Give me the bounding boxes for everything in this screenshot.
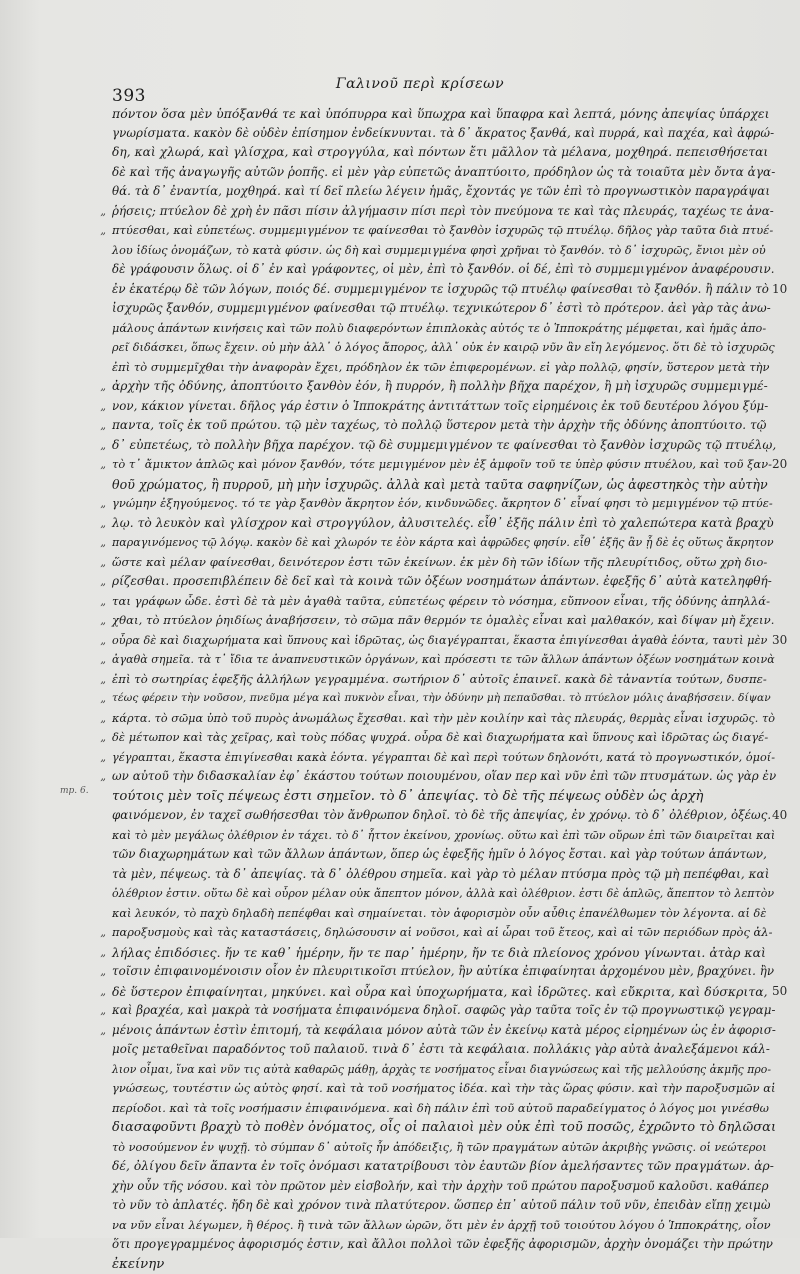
line-number-spacer bbox=[772, 923, 800, 943]
line-number-spacer bbox=[772, 436, 800, 456]
quotation-mark: „ bbox=[82, 455, 106, 475]
line-number-spacer bbox=[772, 1060, 800, 1080]
mark-spacer bbox=[82, 1060, 106, 1080]
line-number-spacer bbox=[772, 1001, 800, 1021]
line-number-spacer bbox=[772, 377, 800, 397]
text-line: πόντον ὅσα μὲν ὑπόξανθά τε καὶ ὑπόπυρρα καὶ ὕπωχρα καὶ ὕπαφρα καὶ λεπτά, μόνης ἀπεψίας ὑπάρχει bbox=[112, 104, 776, 124]
line-number-spacer bbox=[772, 767, 800, 787]
text-line: κάρτα. τὸ σῶμα ὑπὸ τοῦ πυρὸς ἀνωμάλως ἔχεσθαι. καὶ τὴν μὲν κοιλίην καὶ τὰς πλευράς, θερμὰς εἶναι ἰσχυρῶς. τὸ bbox=[112, 709, 776, 729]
line-number-spacer bbox=[772, 826, 800, 846]
text-line: παραγινόμενος τῷ λόγῳ. κακὸν δὲ καὶ χλωρόν τε ἐὸν κάρτα καὶ ἀφρῶδες φησίν. εἶθ᾽ ἑξῆς ἂν ᾖ δὲ ἐς οὕτως ἄκρητον bbox=[112, 533, 776, 553]
mark-spacer bbox=[82, 475, 106, 495]
mark-spacer bbox=[82, 319, 106, 339]
text-line: λου ἰδίως ὀνομάζων, τὸ κατὰ φύσιν. ὡς δὴ καὶ συμμεμιγμένα φησὶ χρῆναι τὸ ξανθόν. τὸ δ᾽ ἰσχυρῶς, ἔνιοι μὲν οὐ bbox=[112, 241, 776, 261]
quotation-mark: „ bbox=[82, 709, 106, 729]
quotation-mark: „ bbox=[82, 1021, 106, 1041]
text-line: ἐπὶ τὸ συμμεμῖχθαι τὴν ἀναφορὰν ἔχει, πρόδηλον ἐκ τῶν ἐπιφερομένων. εἰ γὰρ πολλῷ, φησίν, ὕστερον μετὰ τὴν bbox=[112, 358, 776, 378]
mark-spacer bbox=[82, 299, 106, 319]
text-line: πτύεσθαι, καὶ εὐπετέως. συμμεμιγμένον τε φαίνεσθαι τὸ ξανθὸν ἰσχυρῶς τῷ πτυέλῳ. δῆλος γὰρ ταῦτα διὰ πτυέ- bbox=[112, 221, 776, 241]
text-line: θά. τὰ δ᾽ ἐναντία, μοχθηρά. καὶ τί δεῖ πλείω λέγειν ἡμᾶς, ἔχοντάς γε τῶν ἐπὶ τὸ προγνωστικὸν παραγράψαι bbox=[112, 182, 776, 202]
line-number-spacer bbox=[772, 1196, 800, 1216]
line-number-spacer bbox=[772, 1235, 800, 1255]
line-number-spacer bbox=[772, 943, 800, 963]
quotation-mark: „ bbox=[82, 221, 106, 241]
text-line: ὅτι προγεγραμμένος ἀφορισμός ἐστιν, καὶ ἄλλοι πολλοὶ τῶν ἐφεξῆς ἀφορισμῶν, ἀρχὴν ὀνομάζει τὴν πρώτην bbox=[112, 1235, 776, 1255]
line-number: 30 bbox=[772, 631, 800, 651]
quotation-mark: „ bbox=[82, 728, 106, 748]
mark-spacer bbox=[82, 1216, 106, 1236]
page-number: 393 bbox=[112, 86, 146, 106]
line-number-spacer bbox=[772, 163, 800, 183]
line-number-spacer bbox=[772, 787, 800, 807]
mark-spacer bbox=[82, 182, 106, 202]
line-number-spacer bbox=[772, 241, 800, 261]
text-line: ἰσχυρῶς ξανθόν, συμμεμιγμένον φαίνεσθαι τῷ πτυέλῳ. τεχνικώτερον δ᾽ ἐστὶ τὸ πρότερον. ἀεὶ γὰρ τὰς ἀνω- bbox=[112, 299, 776, 319]
text-line: χθαι, τὸ πτύελον ῥηιδίως ἀναβήσσειν, τὸ σῶμα πᾶν θερμόν τε ὁμαλὲς εἶναι καὶ μαλθακόν, καὶ δίψαν μὴ ἔχειν. bbox=[112, 611, 776, 631]
page-header bbox=[0, 74, 800, 104]
text-line: τὰ μὲν, πέψεως. τὰ δ᾽ ἀπεψίας. τὰ δ᾽ ὀλέθρου σημεῖα. καὶ γὰρ τὸ μέλαν πτύσμα πρὸς τῷ μὴ πεπέφθαι, καὶ bbox=[112, 865, 776, 885]
line-number-spacer bbox=[772, 494, 800, 514]
line-number-spacer bbox=[772, 1216, 800, 1236]
text-line: παροξυσμοὺς καὶ τὰς καταστάσεις, δηλώσουσιν αἱ νοῦσοι, καὶ αἱ ὧραι τοῦ ἔτεος, καὶ αἱ τῶν περιόδων πρὸς ἀλ- bbox=[112, 923, 776, 943]
mark-spacer bbox=[82, 358, 106, 378]
text-line: τοῖσιν ἐπιφαινομένοισιν οἷον ἐν πλευριτικοῖσι πτύελον, ἢν αὐτίκα ἐπιφαίνηται ἀρχομένου μὲν, βραχύνει. ἢν bbox=[112, 962, 776, 982]
mark-spacer bbox=[82, 865, 106, 885]
text-line: δ᾽ εὐπετέως, τὸ πολλὴν βῆχα παρέχον. τῷ δὲ συμμεμιγμένον τε φαίνεσθαι τὸ ξανθὸν ἰσχυρῶς τῷ πτυέλῳ, bbox=[112, 436, 776, 456]
text-line: καὶ λευκόν, τὸ παχὺ δηλαδὴ πεπέφθαι καὶ σημαίνεται. τὸν ἀφορισμὸν οὖν αὖθις ἐπανέλθωμεν τὸν λέγοντα. αἱ δὲ bbox=[112, 904, 776, 924]
line-number-spacer bbox=[772, 1157, 800, 1177]
mark-spacer bbox=[82, 143, 106, 163]
text-line: νον, κάκιον γίνεται. δῆλος γάρ ἐστιν ὁ Ἱπποκράτης ἀντιτάττων τοῖς εἰρημένοις ἐκ τοῦ δευτέρου λόγου ξύμ- bbox=[112, 397, 776, 417]
line-number-spacer bbox=[772, 416, 800, 436]
quotation-mark: „ bbox=[82, 962, 106, 982]
text-line: μοῖς μεταθεῖναι παραδόντος τοῦ παλαιοῦ. τινὰ δ᾽ ἐστι τὰ κεφάλαια. πολλάκις γὰρ αὐτὰ ἀναλεξάμενοι κάλ- bbox=[112, 1040, 776, 1060]
quotation-mark: „ bbox=[82, 553, 106, 573]
text-line: γνωρίσματα. κακὸν δὲ οὐδὲν ἐπίσημον ἐνδείκνυνται. τὰ δ᾽ ἄκρατος ξανθά, καὶ πυρρά, καὶ παχέα, καὶ ἀφρώ- bbox=[112, 124, 776, 144]
line-number-spacer bbox=[772, 182, 800, 202]
text-line: ἀρχὴν τῆς ὀδύνης, ἀποπτύοιτο ξανθὸν ἐόν, ἢ πυρρόν, ἢ πολλὴν βῆχα παρέχον, ἢ μὴ ἰσχυρῶς συμμεμιγμέ- bbox=[112, 377, 776, 397]
text-line: λιον οἶμαι, ἵνα καὶ νῦν τις αὐτὰ καθαρῶς μάθῃ, ἀρχὰς τε νοσήματος εἶναι διαγνώσεως καὶ τῆς μελλούσης ἀκμῆς προ- bbox=[112, 1060, 776, 1080]
line-number-spacer bbox=[772, 1079, 800, 1099]
quotation-mark: „ bbox=[82, 436, 106, 456]
text-line: φαινόμενον, ἐν ταχεῖ σωθήσεσθαι τὸν ἄνθρωπον δηλοῖ. τὸ δὲ τῆς ἀπεψίας, ἐν χρόνῳ. τὸ δ᾽ ὀλέθριον, ὀξέως. bbox=[112, 806, 776, 826]
mark-spacer bbox=[82, 806, 106, 826]
quotation-mark: „ bbox=[82, 650, 106, 670]
text-line: δὲ καὶ τῆς ἀναγωγῆς αὐτῶν ῥοπῆς. εἰ μὲν γὰρ εὐπετῶς ἀναπτύοιτο, πρόδηλον ὡς τὰ τοιαῦτα μὲν ὄντα ἀγα- bbox=[112, 163, 776, 183]
text-line: τῶν διαχωρημάτων καὶ τῶν ἄλλων ἁπάντων, ὅπερ ὡς ἐφεξῆς ἡμῖν ὁ λόγος ἔσται. καὶ γὰρ τούτων ἁπάντων, bbox=[112, 845, 776, 865]
text-line: λήλας ἐπιδόσιες. ἤν τε καθ᾽ ἡμέρην, ἤν τε παρ᾽ ἡμέρην, ἤν τε διὰ πλείονος χρόνου γίνωνται. ἀτὰρ καὶ bbox=[112, 943, 776, 963]
mark-spacer bbox=[82, 104, 106, 124]
mark-spacer bbox=[82, 241, 106, 261]
text-line: γνώσεως, τουτέστιν ὡς αὐτὸς φησί. καὶ τὰ τοῦ νοσήματος ἰδέα. καὶ τὴν τὰς ὥρας φύσιν. καὶ τὴν παροξυσμῶν αἱ bbox=[112, 1079, 776, 1099]
mark-spacer bbox=[82, 1177, 106, 1197]
quotation-mark: „ bbox=[82, 689, 106, 709]
line-number-spacer bbox=[772, 338, 800, 358]
line-number-spacer bbox=[772, 124, 800, 144]
line-number-spacer bbox=[772, 650, 800, 670]
mark-spacer bbox=[82, 845, 106, 865]
quotation-mark: „ bbox=[82, 748, 106, 768]
mark-spacer bbox=[82, 1099, 106, 1119]
text-line: τέως φέρειν τὴν νοῦσον, πνεῦμα μέγα καὶ πυκνὸν εἶναι, τὴν ὀδύνην μὴ πεπαῦσθαι. τὸ πτύελον μόλις ἀναβήσσειν. δίψαν bbox=[112, 689, 776, 709]
text-line: ἀγαθὰ σημεῖα. τὰ τ᾽ ἴδια τε ἀναπνευστικῶν ὀργάνων, καὶ πρόσεστι τε τῶν ἄλλων ἁπάντων ὀξέων νοσημάτων κοινὰ bbox=[112, 650, 776, 670]
text-line: μάλους ἁπάντων κινήσεις καὶ τῶν πολὺ διαφερόντων ἐπιπλοκὰς αὐτός τε ὁ Ἱπποκράτης μέμφεται, καὶ ἡμᾶς ἀπο- bbox=[112, 319, 776, 339]
text-line: δη, καὶ χλωρά, καὶ γλίσχρα, καὶ στρογγύλα, καὶ πόντων ἔτι μᾶλλον τὰ μέλανα, μοχθηρά. πεπεισθήσεται bbox=[112, 143, 776, 163]
line-number-spacer bbox=[772, 572, 800, 592]
text-line: θοῦ χρώματος, ἢ πυρροῦ, μὴ μὴν ἰσχυρῶς. ἀλλὰ καὶ μετὰ ταῦτα σαφηνίζων, ὡς ἀφεστηκὸς τὴν αὐτὴν bbox=[112, 475, 776, 495]
text-line: χὴν οὖν τῆς νόσου. καὶ τὸν πρῶτον μὲν εἰσβολήν, καὶ τὴν ἀρχὴν τοῦ πρώτου παροξυσμοῦ καλοῦσι. καθάπερ bbox=[112, 1177, 776, 1197]
text-line: ἐν ἑκατέρῳ δὲ τῶν λόγων, ποιός δέ. συμμεμιγμένον τε ἰσχυρῶς τῷ πτυέλῳ φαίνεσθαι τὸ ξανθόν. ἢ πάλιν τὸ bbox=[112, 280, 776, 300]
text-line: τούτοις μὲν τοῖς πέψεως ἐστι σημεῖον. τὸ δ᾽ ἀπεψίας. τὸ δὲ τῆς πέψεως οὐδὲν ὡς ἀρχὴ bbox=[112, 787, 776, 807]
text-line: ται γράφων ὧδε. ἐστὶ δὲ τὰ μὲν ἀγαθὰ ταῦτα, εὐπετέως φέρειν τὸ νόσημα, εὔπνοον εἶναι, τῆς ὀδύνης ἀπηλλά- bbox=[112, 592, 776, 612]
line-number-spacer bbox=[772, 221, 800, 241]
line-number-spacer bbox=[772, 553, 800, 573]
line-number-spacer bbox=[772, 592, 800, 612]
line-number-spacer bbox=[772, 728, 800, 748]
line-number-spacer bbox=[772, 104, 800, 124]
mark-spacer bbox=[82, 124, 106, 144]
text-line: ἐπὶ τὸ σωτηρίας ἐφεξῆς ἀλλήλων γεγραμμένα. σωτήριον δ᾽ αὐτοῖς ἐπαινεῖ. κακὰ δὲ τἀναντία τούτων, δυσπε- bbox=[112, 670, 776, 690]
quotation-mark: „ bbox=[82, 533, 106, 553]
text-line: διασαφοῦντι βραχὺ τὸ ποθὲν ὀνόματος, οἷς οἱ παλαιοὶ μὲν οὐκ ἐπὶ τοῦ ποσῶς, ἐχρῶντο τὸ δηλῶσαι bbox=[112, 1118, 776, 1138]
mark-spacer bbox=[82, 1138, 106, 1158]
text-line: ων αὐτοῦ τὴν διδασκαλίαν ἐφ᾽ ἑκάστου τούτων ποιουμένου, οἵαν περ καὶ νῦν ἐπὶ τῶν πτυσμάτων. ὡς γὰρ ἐν bbox=[112, 767, 776, 787]
line-number-spacer bbox=[772, 670, 800, 690]
line-number-spacer bbox=[772, 1040, 800, 1060]
line-number-spacer bbox=[772, 748, 800, 768]
text-line: να νῦν εἶναι λέγωμεν, ἢ θέρος. ἢ τινὰ τῶν ἄλλων ὡρῶν, ὅτι μὲν ἐν ἀρχῇ τοῦ τοιούτου λόγου ὁ Ἱπποκράτης, οἷον bbox=[112, 1216, 776, 1236]
text-line: ῥήσεις; πτύελον δὲ χρὴ ἐν πᾶσι πίσιν ἀλγήμασιν πίσι περὶ τὸν πνεύμονα τε καὶ τὰς πλευράς, ταχέως τε ἀνα- bbox=[112, 202, 776, 222]
mark-spacer bbox=[82, 1255, 106, 1274]
line-number-spacer bbox=[772, 397, 800, 417]
line-number-spacer bbox=[772, 260, 800, 280]
quotation-mark: „ bbox=[82, 494, 106, 514]
line-number-spacer bbox=[772, 533, 800, 553]
text-line: γνώμην ἐξηγούμενος. τό τε γὰρ ξανθὸν ἄκρητον ἐόν, κινδυνῶδες. ἄκρητον δ᾽ εἶναί φησι τὸ μεμιγμένον τῷ πτύε- bbox=[112, 494, 776, 514]
text-line: παντα, τοῖς ἐκ τοῦ πρώτου. τῷ μὲν ταχέως, τὸ πολλῷ ὕστερον μετὰ τὴν ἀρχὴν τῆς ὀδύνης ἀποπτύοιτο. τῷ bbox=[112, 416, 776, 436]
text-line: ὥστε καὶ μέλαν φαίνεσθαι, δεινότερον ἐστι τῶν ἐκείνων. ἐκ μὲν δὴ τῶν ἰδίων τῆς πλευρίτιδος, οὕτω χρὴ διο- bbox=[112, 553, 776, 573]
line-number-spacer bbox=[772, 1021, 800, 1041]
text-line: μένοις ἁπάντων ἐστὶν ἐπιτομή, τὰ κεφάλαια μόνον αὐτὰ τῶν ἐν ἐκείνῳ κατὰ μέρος εἰρημένων ὡς ἐν ἀφορισ- bbox=[112, 1021, 776, 1041]
line-number-spacer bbox=[772, 358, 800, 378]
line-number-spacer bbox=[772, 1255, 800, 1274]
line-number-spacer bbox=[772, 611, 800, 631]
line-number-spacer bbox=[772, 865, 800, 885]
line-number-spacer bbox=[772, 884, 800, 904]
line-number-spacer bbox=[772, 689, 800, 709]
quotation-mark: „ bbox=[82, 592, 106, 612]
text-line: τὸ νοσούμενον ἐν ψυχῇ. τὸ σύμπαν δ᾽ αὐτοῖς ἦν ἀπόδειξις, ἢ τῶν πραγμάτων αὐτῶν ἀκριβὴς γνῶσις. οἱ νεώτεροι bbox=[112, 1138, 776, 1158]
quotation-mark: „ bbox=[82, 377, 106, 397]
quotation-mark: „ bbox=[82, 923, 106, 943]
mark-spacer bbox=[82, 1196, 106, 1216]
line-number-spacer bbox=[772, 143, 800, 163]
line-number-spacer bbox=[772, 845, 800, 865]
text-line: δὲ μέτωπον καὶ τὰς χεῖρας, καὶ τοὺς πόδας ψυχρά. οὖρα δὲ καὶ διαχωρήματα καὶ ὕπνους καὶ ἱδρῶτας ὡς διαγέ- bbox=[112, 728, 776, 748]
text-line: λῳ. τὸ λευκὸν καὶ γλίσχρον καὶ στρογγύλον, ἀλυσιτελές. εἶθ᾽ ἑξῆς πάλιν ἐπὶ τὸ χαλεπώτερα κατὰ βραχὺ bbox=[112, 514, 776, 534]
line-number-spacer bbox=[772, 475, 800, 495]
quotation-mark: „ bbox=[82, 670, 106, 690]
text-line: περίοδοι. καὶ τὰ τοῖς νοσήμασιν ἐπιφαινόμενα. καὶ δὴ πάλιν ἐπὶ τοῦ αὐτοῦ παραδείγματος ὁ λόγος μοι γινέσθω bbox=[112, 1099, 776, 1119]
text-line: ὀλέθριον ἐστιν. οὕτω δὲ καὶ οὖρον μέλαν οὐκ ἄπεπτον μόνον, ἀλλὰ καὶ ὀλέθριον. ἐστι δὲ ἁπλῶς, ἄπεπτον τὸ λεπτὸν bbox=[112, 884, 776, 904]
mark-spacer bbox=[82, 338, 106, 358]
line-number-column bbox=[772, 104, 800, 1274]
mark-spacer bbox=[82, 163, 106, 183]
quotation-mark: „ bbox=[82, 572, 106, 592]
text-line: δὲ γράφουσιν ὅλως. οἱ δ᾽ ἐν καὶ γράφοντες, οἱ μὲν, ἐπὶ τὸ ξανθόν. οἱ δέ, ἐπὶ τὸ συμμεμιγμένον ἀναφέρουσιν. bbox=[112, 260, 776, 280]
text-line: γέγραπται, ἕκαστα ἐπιγίνεσθαι κακὰ ἐόντα. γέγραπται δὲ καὶ περὶ τούτων δηλονότι, κατά τὸ προγνωστικόν, ὁμοί- bbox=[112, 748, 776, 768]
text-line: ἐκείνην bbox=[112, 1255, 776, 1274]
text-line: καὶ βραχέα, καὶ μακρὰ τὰ νοσήματα ἐπιφαινόμενα δηλοῖ. σαφῶς γὰρ ταῦτα τοῖς ἐν τῷ προγνωστικῷ γεγραμ- bbox=[112, 1001, 776, 1021]
quotation-mark: „ bbox=[82, 631, 106, 651]
mark-spacer bbox=[82, 904, 106, 924]
text-line: δὲ ὕστερον ἐπιφαίνηται, μηκύνει. καὶ οὖρα καὶ ὑποχωρήματα, καὶ ἱδρῶτες. καὶ εὔκριτα, καὶ δύσκριτα, bbox=[112, 982, 776, 1002]
line-number: 50 bbox=[772, 982, 800, 1002]
mark-spacer bbox=[82, 1040, 106, 1060]
line-number-spacer bbox=[772, 1099, 800, 1119]
text-line: καὶ τὸ μὲν μεγάλως ὀλέθριον ἐν τάχει. τὸ δ᾽ ἧττον ἐκείνου, χρονίως. οὕτω καὶ ἐπὶ τῶν οὔρων ἐπὶ τῶν διαιρεῖται καὶ bbox=[112, 826, 776, 846]
text-line: οὖρα δὲ καὶ διαχωρήματα καὶ ὕπνους καὶ ἱδρῶτας, ὡς διαγέγραπται, ἕκαστα ἐπιγίνεσθαι ἀγαθὰ ἐόντα, ταυτὶ μὲν bbox=[112, 631, 776, 651]
greek-text-block bbox=[112, 104, 776, 1274]
quotation-mark: „ bbox=[82, 767, 106, 787]
mark-spacer bbox=[82, 1079, 106, 1099]
line-number-spacer bbox=[772, 1177, 800, 1197]
mark-spacer bbox=[82, 826, 106, 846]
text-line: τὸ νῦν τὸ ἀπλατές. ἤδη δὲ καὶ χρόνον τινὰ πλατύτερον. ὥσπερ ἐπ᾽ αὐτοῦ πάλιν τοῦ νῦν, ἐπειδὰν εἴπῃ χειμὼ bbox=[112, 1196, 776, 1216]
line-number-spacer bbox=[772, 202, 800, 222]
line-number: 20 bbox=[772, 455, 800, 475]
marginal-quotation-marks bbox=[82, 104, 106, 1274]
margin-note: mp. 6. bbox=[60, 786, 89, 796]
mark-spacer bbox=[82, 1118, 106, 1138]
mark-spacer bbox=[82, 1157, 106, 1177]
line-number-spacer bbox=[772, 514, 800, 534]
quotation-mark: „ bbox=[82, 416, 106, 436]
line-number-spacer bbox=[772, 299, 800, 319]
line-number-spacer bbox=[772, 319, 800, 339]
mark-spacer bbox=[82, 884, 106, 904]
text-line: δέ, ὀλίγου δεῖν ἅπαντα ἐν τοῖς ὀνόμασι κατατρίβουσι τὸν ἑαυτῶν βίον ἀμελήσαντες τῶν πραγμάτων. ἀρ- bbox=[112, 1157, 776, 1177]
line-number: 10 bbox=[772, 280, 800, 300]
line-number-spacer bbox=[772, 1118, 800, 1138]
text-line: ρίζεσθαι. προσεπιβλέπειν δὲ δεῖ καὶ τὰ κοινὰ τῶν ὀξέων νοσημάτων ἁπάντων. ἐφεξῆς δ᾽ αὐτὰ κατεληφθή- bbox=[112, 572, 776, 592]
line-number-spacer bbox=[772, 962, 800, 982]
mark-spacer bbox=[82, 280, 106, 300]
quotation-mark: „ bbox=[82, 611, 106, 631]
quotation-mark: „ bbox=[82, 943, 106, 963]
running-head: Γαλινοῦ περὶ κρίσεων bbox=[0, 76, 800, 92]
mark-spacer bbox=[82, 260, 106, 280]
quotation-mark: „ bbox=[82, 1001, 106, 1021]
text-line: τὸ τ᾽ ἄμικτον ἁπλῶς καὶ μόνον ξανθόν, τότε μεμιγμένον μὲν ἐξ ἀμφοῖν τοῦ τε ὑπὲρ φύσιν πτυέλου, καὶ τοῦ ξαν- bbox=[112, 455, 776, 475]
text-line: ρεῖ διδάσκει, ὅπως ἔχειν. οὐ μὴν ἀλλ᾽ ὁ λόγος ἄπορος, ἀλλ᾽ οὐκ ἐν καιρῷ νῦν ἂν εἴη λεγόμενος. ὅτι δὲ τὸ ἰσχυρῶς bbox=[112, 338, 776, 358]
line-number: 40 bbox=[772, 806, 800, 826]
quotation-mark: „ bbox=[82, 514, 106, 534]
line-number-spacer bbox=[772, 1138, 800, 1158]
line-number-spacer bbox=[772, 709, 800, 729]
mark-spacer bbox=[82, 1235, 106, 1255]
quotation-mark: „ bbox=[82, 397, 106, 417]
quotation-mark: „ bbox=[82, 202, 106, 222]
quotation-mark: „ bbox=[82, 982, 106, 1002]
line-number-spacer bbox=[772, 904, 800, 924]
